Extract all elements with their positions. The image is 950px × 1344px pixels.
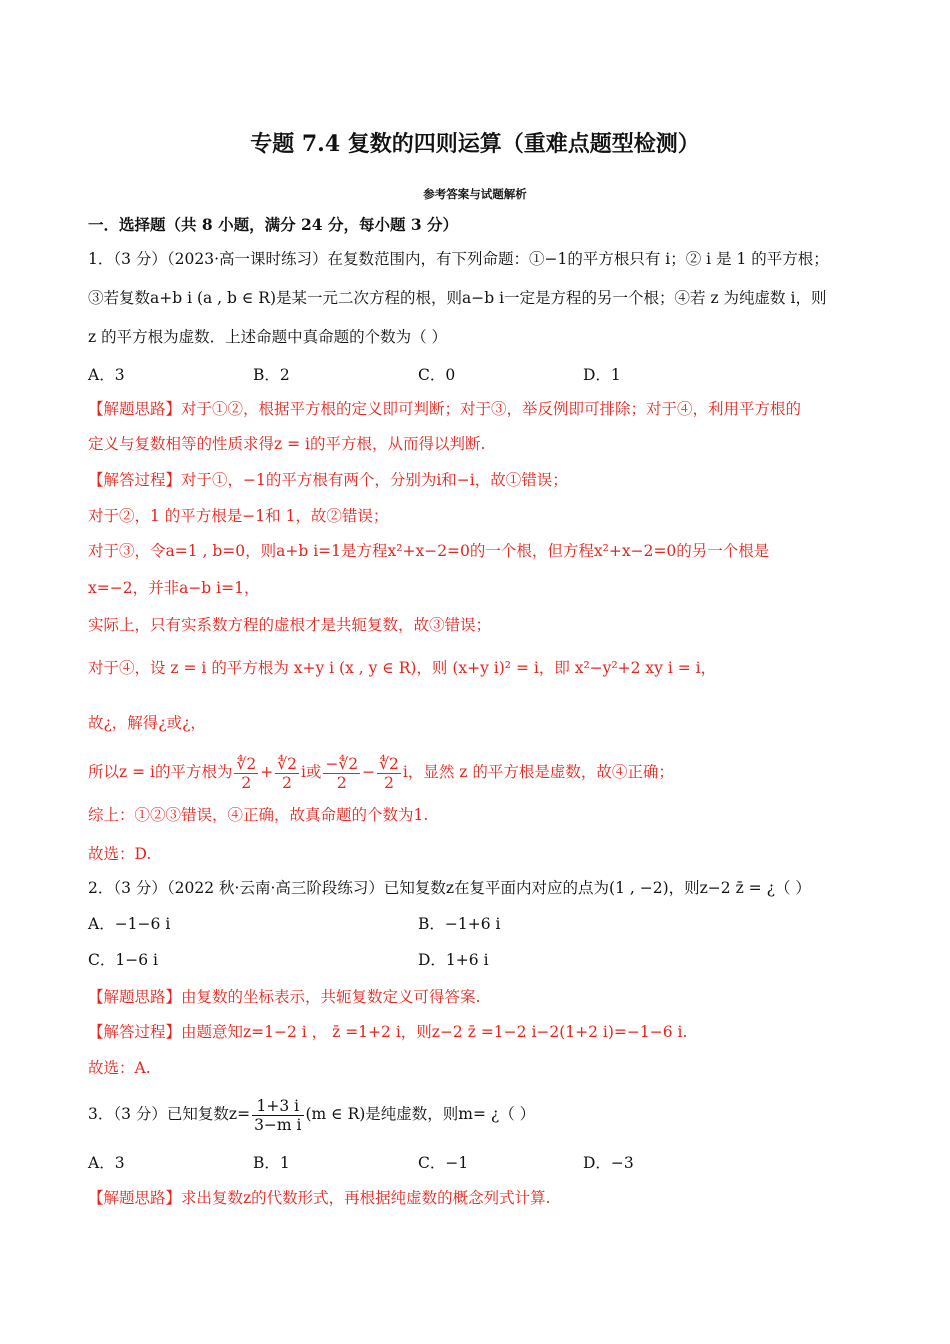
q3-stem-suffix: (m ∈ R)是纯虚数，则m= ¿（ ） xyxy=(305,1105,536,1123)
page-title: 专题 7.4 复数的四则运算（重难点题型检测） xyxy=(250,131,700,157)
minus-sign: − xyxy=(362,763,376,781)
q1-line8-prefix: 所以z = i的平方根为 xyxy=(88,763,233,781)
q1-process-line-4-text: x=−2，并非a−b i=1， xyxy=(88,579,260,597)
q3-option-d: D．−3 xyxy=(583,1154,634,1172)
fraction-1-denominator: 2 xyxy=(241,773,252,792)
plus-sign: + xyxy=(260,763,274,781)
q1-process-line-2: 对于②，1 的平方根是−1和 1，故②错误； xyxy=(88,507,389,525)
q1-idea-line-2: 定义与复数相等的性质求得z = i的平方根，从而得以判断. xyxy=(88,435,486,453)
q3-fraction-denominator: 3−m i xyxy=(254,1115,302,1134)
q1-line8-suffix: i，显然 z 的平方根是虚数，故④正确； xyxy=(402,763,674,781)
fraction-2-denominator: 2 xyxy=(282,773,293,792)
q3-stem-prefix: 3．（3 分）已知复数z= xyxy=(88,1105,251,1123)
fraction-4-denominator: 2 xyxy=(384,773,394,792)
q1-answer: 故选：D. xyxy=(88,845,152,863)
q1-option-c: C．0 xyxy=(418,366,456,384)
q1-process-line-5: 实际上，只有实系数方程的虚根才是共轭复数，故③错误； xyxy=(88,616,492,634)
q3-option-a: A．3 xyxy=(88,1154,125,1172)
q1-process-line-1: 【解答过程】对于①，−1的平方根有两个，分别为i和−i，故①错误； xyxy=(88,471,568,489)
fraction-4-numerator: ∜2 xyxy=(379,754,399,773)
q3-stem xyxy=(88,1094,890,1134)
fraction-3-numerator: −∜2 xyxy=(325,754,359,773)
q2-answer: 故选：A. xyxy=(88,1059,151,1077)
q1-process-line-6: 对于④，设 z = i 的平方根为 x+y i (x , y ∈ R)，则 (x+y i)² = i，即 x²−y²+2 xy i = i， xyxy=(88,659,717,677)
q1-process-line-4 xyxy=(88,577,890,599)
q2-option-c: C．1−6 i xyxy=(88,951,158,969)
or-text: i或 xyxy=(300,763,322,781)
section-heading: 一．选择题（共 8 小题，满分 24 分，每小题 3 分） xyxy=(88,215,459,234)
q3-option-c: C．−1 xyxy=(418,1154,469,1172)
q1-stem-line-1: 1．（3 分）（2023·高一课时练习）在复数范围内，有下列命题：①−1的平方根只有 i；② i 是 1 的平方根； xyxy=(88,250,829,268)
q1-stem-line-2: ③若复数a+b i (a , b ∈ R)是某一元二次方程的根，则a−b i一定是方程的另一个根；④若 z 为纯虚数 i，则 xyxy=(88,289,827,307)
q1-process-line-8 xyxy=(88,752,890,792)
q3-fraction xyxy=(252,1097,303,1134)
q1-process-line-7: 故¿，解得¿或¿， xyxy=(88,714,206,732)
q3-idea: 【解题思路】求出复数z的代数形式，再根据纯虚数的概念列式计算. xyxy=(88,1189,551,1207)
q1-process-line-9: 综上：①②③错误，④正确，故真命题的个数为1. xyxy=(88,806,429,824)
q2-option-d: D．1+6 i xyxy=(418,951,489,969)
fraction-4 xyxy=(377,755,401,792)
q2-option-b: B．−1+6 i xyxy=(418,915,501,933)
fraction-2-numerator: ∜2 xyxy=(277,754,297,773)
fraction-1-numerator: ∜2 xyxy=(236,754,257,773)
fraction-2 xyxy=(275,755,299,792)
fraction-3 xyxy=(323,755,360,792)
q2-option-a: A．−1−6 i xyxy=(88,915,171,933)
fraction-3-denominator: 2 xyxy=(336,773,347,792)
q3-option-b: B．1 xyxy=(253,1154,290,1172)
q2-stem: 2．（3 分）（2022 秋·云南·高三阶段练习）已知复数z在复平面内对应的点为(1 , −2)，则z−2 z̄ = ¿（ ） xyxy=(88,879,811,897)
q1-option-b: B．2 xyxy=(253,366,290,384)
fraction-1 xyxy=(234,755,258,792)
q1-idea-line-1: 【解题思路】对于①②，根据平方根的定义即可判断；对于③，举反例即可排除；对于④，利用平方根的 xyxy=(88,400,802,418)
q1-stem-line-3: z 的平方根为虚数．上述命题中真命题的个数为（ ） xyxy=(88,328,448,346)
q1-option-d: D．1 xyxy=(583,366,621,384)
q2-idea: 【解题思路】由复数的坐标表示，共轭复数定义可得答案. xyxy=(88,988,481,1006)
page-subtitle: 参考答案与试题解析 xyxy=(423,187,527,201)
q1-process-line-3: 对于③，令a=1 , b=0，则a+b i=1是方程x²+x−2=0的一个根，但方程x²+x−2=0的另一个根是 xyxy=(88,542,770,560)
q1-option-a: A．3 xyxy=(88,366,125,384)
q3-fraction-numerator: 1+3 i xyxy=(252,1097,303,1116)
q2-process: 【解答过程】由题意知z=1−2 i ， z̄ =1+2 i，则z−2 z̄ =1−2 i−2(1+2 i)=−1−6 i. xyxy=(88,1023,688,1041)
